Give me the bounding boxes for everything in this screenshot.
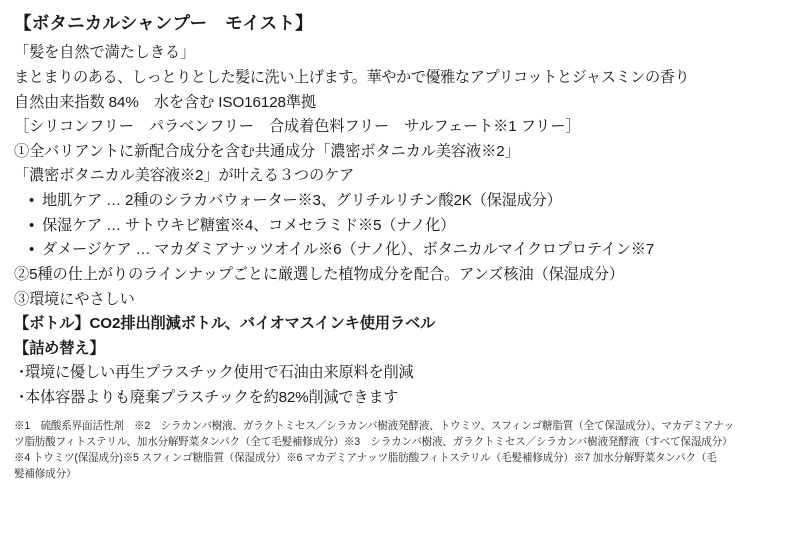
description-line-1: 「髪を自然で満たしきる」 [14,44,196,62]
care-bullet-damage: • ダメージケア … マカダミアナッツオイル※6（ナノ化）、ボタニカルマイクロプロテイン※7 [14,238,786,263]
description-line-7: ②5種の仕上がりのラインナップごとに厳選した植物成分を配合。アンズ核油（保湿成分） [14,265,625,283]
description-line-3: 自然由来指数 84% 水を含む ISO16128準拠 [14,93,317,111]
description-line-4: ［シリコンフリー パラベンフリー 合成着色料フリー サルフェート※1 フリー］ [14,118,581,136]
page-title: 【ボタニカルシャンプー モイスト】 [14,13,313,33]
refill-bullet-2: ・ 本体容器よりも廃棄プラスチックを約82%削減できます [14,386,786,411]
refill-bullet-1: ・ 環境に優しい再生プラスチック使用で石油由来原料を削減 [14,361,786,386]
refill-heading: 【詰め替え】 [14,339,105,357]
care-bullet-scalp: • 地肌ケア … 2種のシラカバウォーター※3、グリチルリチン酸2K（保湿成分） [14,189,786,214]
care-bullet-moisture: • 保湿ケア … サトウキビ糖蜜※4、コメセラミド※5（ナノ化） [14,214,786,239]
bottle-heading: 【ボトル】CO2排出削減ボトル、バイオマスインキ使用ラベル [14,315,436,333]
description-line-8: ③環境にやさしい [14,290,135,308]
footnote-line-1: ※1 硫酸系界面活性剤 ※2 シラカンバ樹液、ガラクトミセス／シラカンバ樹液発酵液、トウミツ、スフィンゴ糖脂質（全て保湿成分）、マカデミアナッ [14,419,734,432]
footnote-line-3: ※4 トウミツ(保湿成分)※5 スフィンゴ糖脂質（保湿成分）※6 マカデミアナッツ脂肪酸フィトステリル（毛髪補修成分）※7 加水分解野菜タンパク（毛 [14,451,717,464]
footnotes [14,418,786,482]
footnote-line-4: 髪補修成分） [14,467,77,480]
description-line-5: ①全バリアントに新配合成分を含む共通成分「濃密ボタニカル美容液※2」 [14,142,520,160]
footnote-line-2: ツ脂肪酸フィトステリル、加水分解野菜タンパク（全て毛髪補修成分）※3 シラカンバ樹液、ガラクトミセス／シラカンバ樹液発酵液（すべて保湿成分） [14,435,733,448]
description-line-2: まとまりのある、しっとりとした髪に洗い上げます。華やかで優雅なアプリコットとジャスミンの香り [14,68,690,86]
description-line-6: 「濃密ボタニカル美容液※2」が叶える３つのケア [14,167,355,185]
